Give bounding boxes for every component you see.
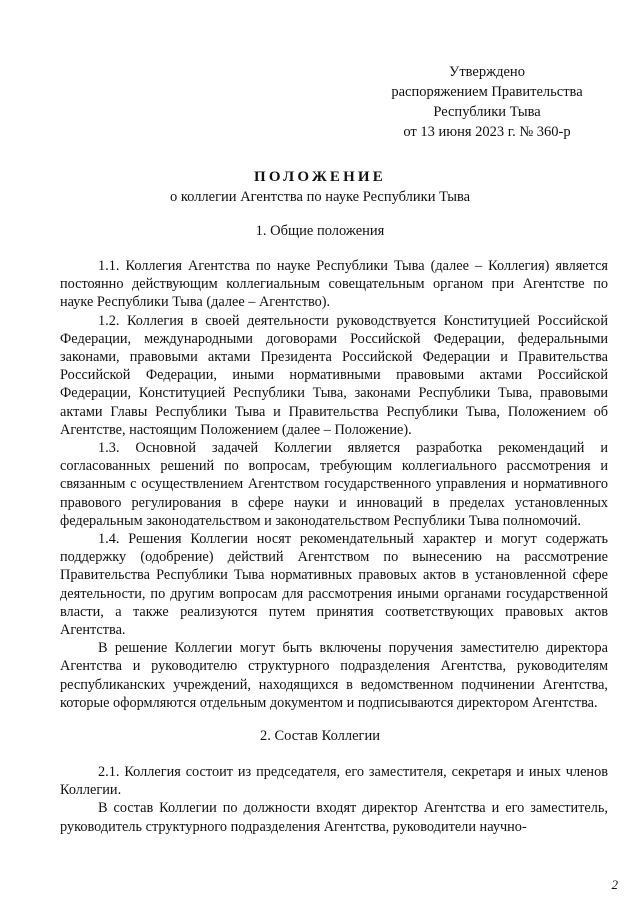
section-2-body bbox=[60, 763, 608, 836]
paragraph-1-4: 1.4. Решения Коллегии носят рекомендательный характер и могут содержать поддержку (одобрение) действий Агентством по вынесению на рассмотрение Правительства Республики Тыва нормативных правовых актов в установленной сфере деятельности, по другим вопросам для рассмотрения иными органами государственной власти, а также реализуются путем принятия соответствующих правовых актов Агентства. bbox=[60, 531, 608, 639]
document-title: ПОЛОЖЕНИЕ bbox=[253, 169, 387, 185]
paragraph-2-1: 2.1. Коллегия состоит из председателя, его заместителя, секретаря и иных членов Коллегии. bbox=[60, 764, 608, 799]
document-subtitle: о коллегии Агентства по науке Республики Тыва bbox=[169, 189, 471, 205]
approval-line-2: распоряжением Правительства bbox=[391, 84, 583, 100]
approval-line-4: от 13 июня 2023 г. № 360-р bbox=[403, 124, 571, 140]
section-heading-2: 2. Состав Коллегии bbox=[259, 728, 381, 744]
paragraph-1-3: 1.3. Основной задачей Коллегии является разработка рекомендаций и согласованных решений по вопросам, требующим коллегиального рассмотрения и связанным с осуществлением Агентством государственного управления и нормативного правового регулирования в сфере науки и инноваций в пределах установленных федеральным законодательством и законодательством Республики Тыва полномочий. bbox=[60, 440, 608, 529]
page-number: 2 bbox=[611, 877, 618, 892]
paragraph-1-5: В решение Коллегии могут быть включены поручения заместителю директора Агентства и руководителю структурного подразделения Агентства, руководителям республиканских учреждений, находящихся в ведомственном подчинении Агентства, которые оформляются отдельным документом и подписываются директором Агентства. bbox=[60, 640, 608, 711]
section-1-body bbox=[60, 257, 608, 712]
section-heading-1: 1. Общие положения bbox=[255, 223, 385, 239]
paragraph-1-2: 1.2. Коллегия в своей деятельности руководствуется Конституцией Российской Федерации, международными договорами Российской Федерации, федеральными законами, правовыми актами Президента Российской Федерации и Правительства Российской Федерации, иными нормативными правовыми актами Российской Федерации, Конституцией Республики Тыва, законами Республики Тыва, правовыми актами Главы Республики Тыва и Правительства Республики Тыва, Положением об Агентстве, настоящим Положением (далее – Положение). bbox=[60, 312, 608, 438]
approval-line-1: Утверждено bbox=[449, 64, 525, 80]
paragraph-1-1: 1.1. Коллегия Агентства по науке Республики Тыва (далее – Коллегия) является постоянно действующим коллегиальным совещательным органом при Агентстве по науке Республики Тыва (далее – Агентство). bbox=[60, 258, 608, 311]
approval-stamp bbox=[362, 62, 612, 142]
paragraph-2-2: В состав Коллегии по должности входят директор Агентства и его заместитель, руководитель структурного подразделения Агентства, руководители научно- bbox=[60, 800, 608, 835]
approval-line-3: Республики Тыва bbox=[433, 104, 541, 120]
